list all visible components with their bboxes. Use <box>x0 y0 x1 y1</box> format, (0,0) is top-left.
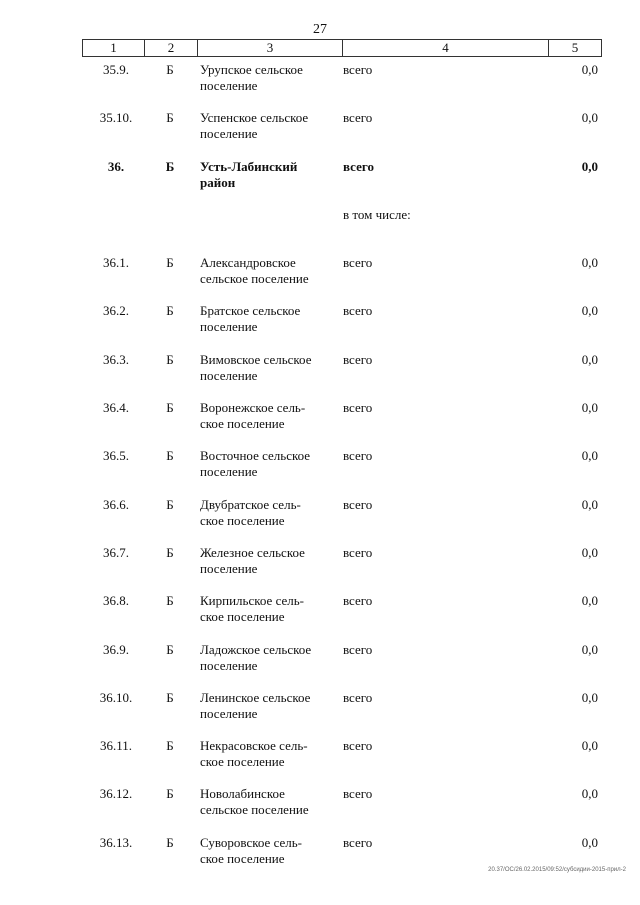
row-number: 36.1. <box>103 255 129 271</box>
row-name <box>200 497 334 529</box>
row-number: 36.7. <box>103 544 129 560</box>
row-name-line: поселение <box>200 657 258 673</box>
header-col-2: 2 <box>145 40 198 56</box>
table-row <box>0 62 640 110</box>
row-kind: всего <box>343 738 373 754</box>
row-category: Б <box>166 351 174 367</box>
row-name-line: Александровское <box>200 255 296 271</box>
row-number: 36.10. <box>99 689 133 705</box>
row-name <box>200 62 334 94</box>
row-value: 0,0 <box>581 110 598 126</box>
row-category: Б <box>165 158 175 174</box>
row-name-line: поселение <box>200 126 258 142</box>
row-number: 36.9. <box>103 641 129 657</box>
table-row <box>0 642 640 690</box>
row-category: Б <box>166 738 174 754</box>
row-name <box>200 738 334 770</box>
row-value: 0,0 <box>581 786 598 802</box>
row-category: Б <box>166 110 174 126</box>
row-kind: всего <box>343 303 373 319</box>
row-name-line: Ладожское сельское <box>200 641 312 657</box>
row-kind: всего <box>343 834 373 850</box>
table-row <box>0 786 640 834</box>
row-category: Б <box>166 689 174 705</box>
row-kind: всего <box>343 544 373 560</box>
row-name-line: поселение <box>200 464 258 480</box>
row-number: 36.11. <box>99 738 133 754</box>
row-category: Б <box>166 593 174 609</box>
row-kind: всего <box>343 593 373 609</box>
row-number: 36.12. <box>99 786 133 802</box>
row-name <box>200 303 334 335</box>
table-row <box>0 690 640 738</box>
row-kind: всего <box>343 496 373 512</box>
row-name-line: поселение <box>200 705 258 721</box>
row-name <box>200 642 334 674</box>
row-number: 36.2. <box>103 303 129 319</box>
row-kind: всего <box>343 255 373 271</box>
header-col-5: 5 <box>571 40 579 55</box>
row-name-line: Кирпильское сель- <box>200 593 305 609</box>
row-value: 0,0 <box>581 689 598 705</box>
row-name <box>200 545 334 577</box>
table-row <box>0 352 640 400</box>
row-value: 0,0 <box>581 496 598 512</box>
row-name-line: Новолабинское <box>200 786 285 802</box>
row-kind: всего <box>343 62 373 77</box>
row-name <box>200 835 334 867</box>
row-kind: всего <box>343 400 373 416</box>
row-name <box>200 690 334 722</box>
row-number: 36.8. <box>103 593 129 609</box>
row-name <box>200 352 334 384</box>
table-row <box>0 400 640 448</box>
row-name <box>200 593 334 625</box>
footer-stamp: 20.37/ОС/26.02.2015/09:52/субсидии-2015-прил-2 <box>488 867 626 873</box>
row-name-line: Суворовское сель- <box>200 834 303 850</box>
table-row <box>0 593 640 641</box>
row-name-line: поселение <box>200 560 258 576</box>
row-value: 0,0 <box>581 351 598 367</box>
row-category: Б <box>166 544 174 560</box>
row-kind: всего <box>343 158 374 174</box>
row-kind: всего <box>343 351 373 367</box>
row-value: 0,0 <box>581 303 598 319</box>
row-name-line: сельское поселение <box>200 802 309 818</box>
table-row <box>0 738 640 786</box>
row-category: Б <box>166 834 174 850</box>
table-row <box>0 303 640 351</box>
row-value: 0,0 <box>581 400 598 416</box>
row-name-line: Успенское сельское <box>200 110 309 126</box>
row-number: 36.5. <box>103 448 129 464</box>
table-row <box>0 207 640 255</box>
header-col-1: 1 <box>83 40 145 56</box>
table-row <box>0 545 640 593</box>
row-value: 0,0 <box>581 158 598 174</box>
row-name-line: ское поселение <box>200 416 285 432</box>
row-name <box>200 400 334 432</box>
row-kind: в том числе: <box>343 206 411 222</box>
header-col-4: 4 <box>343 40 549 56</box>
row-name-line: Воронежское сель- <box>200 400 306 416</box>
row-category: Б <box>166 62 174 77</box>
row-number: 36.3. <box>103 351 129 367</box>
row-name-line: поселение <box>200 319 258 335</box>
row-name-line: поселение <box>200 78 258 93</box>
row-category: Б <box>166 255 174 271</box>
row-name-line: сельское поселение <box>200 271 309 287</box>
row-value: 0,0 <box>581 738 598 754</box>
row-name-line: Некрасовское сель- <box>200 738 308 754</box>
row-name-line: Двубратское сель- <box>200 496 301 512</box>
table-row <box>0 159 640 207</box>
row-name <box>200 159 334 191</box>
row-number: 36.6. <box>103 496 129 512</box>
row-value: 0,0 <box>581 255 598 271</box>
row-kind: всего <box>343 448 373 464</box>
row-name <box>200 255 334 287</box>
row-category: Б <box>166 786 174 802</box>
row-name-line: Восточное сельское <box>200 448 311 464</box>
row-value: 0,0 <box>581 448 598 464</box>
row-name-line: Урупское сельское <box>200 62 303 77</box>
row-kind: всего <box>343 110 373 126</box>
row-number: 36.13. <box>99 834 133 850</box>
row-category: Б <box>166 641 174 657</box>
table-row <box>0 110 640 158</box>
row-number: 35.10. <box>99 110 133 126</box>
row-value: 0,0 <box>581 544 598 560</box>
header-col-3: 3 <box>198 40 343 56</box>
row-name-line: Железное сельское <box>200 544 305 560</box>
row-value: 0,0 <box>581 62 598 77</box>
row-name-line: Братское сельское <box>200 303 301 319</box>
row-name-line: ское поселение <box>200 754 285 770</box>
row-kind: всего <box>343 786 373 802</box>
page-number: 27 <box>313 22 327 37</box>
row-name-line: Ленинское сельское <box>200 689 311 705</box>
table-row <box>0 835 640 883</box>
table-header <box>82 39 602 57</box>
row-name <box>200 448 334 480</box>
row-category: Б <box>166 400 174 416</box>
row-name-line: Вимовское сельское <box>200 351 312 367</box>
row-number: 35.9. <box>103 62 129 77</box>
row-kind: всего <box>343 689 373 705</box>
row-number: 36. <box>107 158 125 174</box>
row-name-line: ское поселение <box>200 850 285 866</box>
row-category: Б <box>166 448 174 464</box>
table-row <box>0 448 640 496</box>
row-value: 0,0 <box>581 593 598 609</box>
row-name <box>200 110 334 142</box>
row-category: Б <box>166 496 174 512</box>
row-value: 0,0 <box>581 641 598 657</box>
row-number: 36.4. <box>103 400 129 416</box>
row-kind: всего <box>343 641 373 657</box>
row-name-line: поселение <box>200 367 258 383</box>
row-name-line: район <box>200 174 236 190</box>
row-category: Б <box>166 303 174 319</box>
row-value: 0,0 <box>581 834 598 850</box>
table-row <box>0 497 640 545</box>
table-body <box>0 62 640 883</box>
row-name-line: ское поселение <box>200 512 285 528</box>
table-row <box>0 255 640 303</box>
row-name <box>200 786 334 818</box>
row-name-line: Усть-Лабинский <box>200 158 298 174</box>
row-name-line: ское поселение <box>200 609 285 625</box>
